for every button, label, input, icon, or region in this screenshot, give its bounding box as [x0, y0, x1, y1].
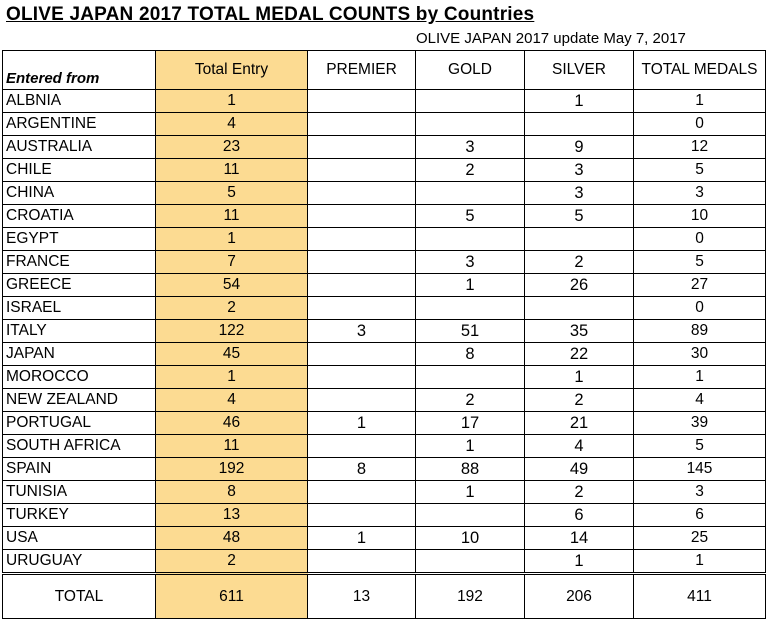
premier-cell: 8	[308, 458, 416, 481]
gold-cell: 51	[416, 320, 525, 343]
country-cell: SPAIN	[3, 458, 156, 481]
silver-cell	[525, 113, 634, 136]
gold-cell: 1	[416, 274, 525, 297]
entry-cell: 11	[156, 435, 308, 458]
silver-cell: 3	[525, 182, 634, 205]
premier-cell	[308, 504, 416, 527]
country-cell: EGYPT	[3, 228, 156, 251]
table-row	[3, 320, 766, 343]
table-row	[3, 228, 766, 251]
country-cell: USA	[3, 527, 156, 550]
total-medals-cell: 3	[634, 182, 766, 205]
premier-cell	[308, 435, 416, 458]
country-cell: SOUTH AFRICA	[3, 435, 156, 458]
table-row	[3, 527, 766, 550]
premier-cell	[308, 136, 416, 159]
gold-cell	[416, 297, 525, 320]
gold-cell	[416, 504, 525, 527]
gold-cell	[416, 366, 525, 389]
total-entry: 611	[156, 574, 308, 619]
table-row	[3, 412, 766, 435]
entry-cell: 2	[156, 550, 308, 574]
premier-cell	[308, 550, 416, 574]
table-row	[3, 481, 766, 504]
premier-cell: 1	[308, 527, 416, 550]
entry-cell: 4	[156, 389, 308, 412]
entry-cell: 4	[156, 113, 308, 136]
table-row	[3, 274, 766, 297]
premier-cell	[308, 274, 416, 297]
entry-cell: 5	[156, 182, 308, 205]
gold-cell: 17	[416, 412, 525, 435]
entry-cell: 46	[156, 412, 308, 435]
total-premier: 13	[308, 574, 416, 619]
country-cell: TUNISIA	[3, 481, 156, 504]
table-row	[3, 159, 766, 182]
entry-cell: 8	[156, 481, 308, 504]
silver-cell: 1	[525, 90, 634, 113]
gold-cell: 1	[416, 435, 525, 458]
entry-cell: 45	[156, 343, 308, 366]
premier-cell: 1	[308, 412, 416, 435]
gold-cell: 3	[416, 251, 525, 274]
total-medals-cell: 5	[634, 159, 766, 182]
silver-cell: 2	[525, 251, 634, 274]
total-medals: 411	[634, 574, 766, 619]
gold-cell	[416, 182, 525, 205]
entry-cell: 11	[156, 205, 308, 228]
header-total-entry: Total Entry	[156, 51, 308, 90]
silver-cell: 14	[525, 527, 634, 550]
country-cell: TURKEY	[3, 504, 156, 527]
total-medals-cell: 3	[634, 481, 766, 504]
gold-cell: 8	[416, 343, 525, 366]
entry-cell: 1	[156, 90, 308, 113]
country-cell: ISRAEL	[3, 297, 156, 320]
country-cell: MOROCCO	[3, 366, 156, 389]
gold-cell: 5	[416, 205, 525, 228]
entry-cell: 54	[156, 274, 308, 297]
total-gold: 192	[416, 574, 525, 619]
total-silver: 206	[525, 574, 634, 619]
silver-cell: 1	[525, 550, 634, 574]
country-cell: PORTUGAL	[3, 412, 156, 435]
total-medals-cell: 5	[634, 251, 766, 274]
gold-cell	[416, 550, 525, 574]
silver-cell: 9	[525, 136, 634, 159]
total-row	[3, 574, 766, 619]
country-cell: CHINA	[3, 182, 156, 205]
table-row	[3, 90, 766, 113]
entry-cell: 48	[156, 527, 308, 550]
table-row	[3, 458, 766, 481]
country-cell: ITALY	[3, 320, 156, 343]
update-note: OLIVE JAPAN 2017 update May 7, 2017	[416, 30, 686, 47]
total-medals-cell: 145	[634, 458, 766, 481]
entry-cell: 1	[156, 228, 308, 251]
header-premier: PREMIER	[308, 51, 416, 90]
table-row	[3, 205, 766, 228]
silver-cell: 3	[525, 159, 634, 182]
premier-cell	[308, 90, 416, 113]
table-row	[3, 550, 766, 574]
premier-cell	[308, 182, 416, 205]
header-row	[3, 51, 766, 90]
total-medals-cell: 5	[634, 435, 766, 458]
country-cell: ALBNIA	[3, 90, 156, 113]
table-row	[3, 136, 766, 159]
premier-cell	[308, 297, 416, 320]
country-cell: CHILE	[3, 159, 156, 182]
table-row	[3, 113, 766, 136]
country-cell: FRANCE	[3, 251, 156, 274]
premier-cell	[308, 205, 416, 228]
gold-cell	[416, 90, 525, 113]
total-medals-cell: 0	[634, 228, 766, 251]
table-row	[3, 297, 766, 320]
entry-cell: 1	[156, 366, 308, 389]
header-total-medals: TOTAL MEDALS	[634, 51, 766, 90]
premier-cell	[308, 159, 416, 182]
silver-cell: 49	[525, 458, 634, 481]
total-medals-cell: 10	[634, 205, 766, 228]
table-row	[3, 389, 766, 412]
country-cell: CROATIA	[3, 205, 156, 228]
total-medals-cell: 6	[634, 504, 766, 527]
total-medals-cell: 27	[634, 274, 766, 297]
country-cell: AUSTRALIA	[3, 136, 156, 159]
country-cell: URUGUAY	[3, 550, 156, 574]
country-cell: ARGENTINE	[3, 113, 156, 136]
total-medals-cell: 4	[634, 389, 766, 412]
gold-cell: 2	[416, 159, 525, 182]
table-row	[3, 504, 766, 527]
total-medals-cell: 0	[634, 113, 766, 136]
country-cell: JAPAN	[3, 343, 156, 366]
country-cell: GREECE	[3, 274, 156, 297]
total-medals-cell: 1	[634, 550, 766, 574]
gold-cell	[416, 228, 525, 251]
table-row	[3, 343, 766, 366]
entry-cell: 2	[156, 297, 308, 320]
entry-cell: 192	[156, 458, 308, 481]
page-title: OLIVE JAPAN 2017 TOTAL MEDAL COUNTS by Countries	[6, 4, 535, 25]
silver-cell: 4	[525, 435, 634, 458]
table-row	[3, 366, 766, 389]
silver-cell: 2	[525, 389, 634, 412]
table-row	[3, 251, 766, 274]
premier-cell	[308, 481, 416, 504]
silver-cell: 1	[525, 366, 634, 389]
entry-cell: 7	[156, 251, 308, 274]
silver-cell: 21	[525, 412, 634, 435]
table-body	[3, 90, 766, 574]
gold-cell: 1	[416, 481, 525, 504]
total-medals-cell: 30	[634, 343, 766, 366]
total-medals-cell: 1	[634, 366, 766, 389]
entry-cell: 122	[156, 320, 308, 343]
medal-table	[2, 50, 766, 619]
silver-cell: 26	[525, 274, 634, 297]
total-medals-cell: 89	[634, 320, 766, 343]
table-row	[3, 435, 766, 458]
entry-cell: 11	[156, 159, 308, 182]
premier-cell: 3	[308, 320, 416, 343]
silver-cell: 2	[525, 481, 634, 504]
table-row	[3, 182, 766, 205]
silver-cell: 35	[525, 320, 634, 343]
total-medals-cell: 1	[634, 90, 766, 113]
premier-cell	[308, 366, 416, 389]
entry-cell: 13	[156, 504, 308, 527]
gold-cell: 3	[416, 136, 525, 159]
header-silver: SILVER	[525, 51, 634, 90]
silver-cell: 5	[525, 205, 634, 228]
silver-cell: 22	[525, 343, 634, 366]
premier-cell	[308, 228, 416, 251]
silver-cell: 6	[525, 504, 634, 527]
silver-cell	[525, 228, 634, 251]
header-entered-from: Entered from	[3, 51, 156, 90]
total-medals-cell: 12	[634, 136, 766, 159]
gold-cell: 10	[416, 527, 525, 550]
gold-cell: 2	[416, 389, 525, 412]
total-medals-cell: 25	[634, 527, 766, 550]
total-label: TOTAL	[3, 574, 156, 619]
header-gold: GOLD	[416, 51, 525, 90]
premier-cell	[308, 113, 416, 136]
country-cell: NEW ZEALAND	[3, 389, 156, 412]
premier-cell	[308, 389, 416, 412]
entry-cell: 23	[156, 136, 308, 159]
gold-cell	[416, 113, 525, 136]
total-medals-cell: 0	[634, 297, 766, 320]
premier-cell	[308, 251, 416, 274]
total-medals-cell: 39	[634, 412, 766, 435]
premier-cell	[308, 343, 416, 366]
silver-cell	[525, 297, 634, 320]
gold-cell: 88	[416, 458, 525, 481]
